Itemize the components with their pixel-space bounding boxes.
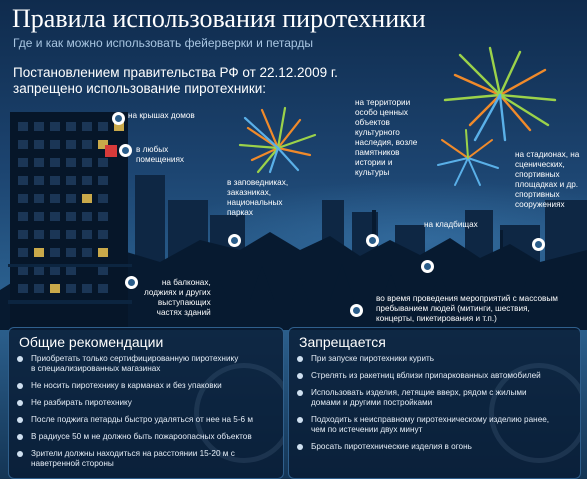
prohibited-panel bbox=[288, 327, 581, 479]
location-label-mass-events: во время проведения мероприятий с массовым пребыванием людей (митинги, шествия, концерты, пикетирования и т.п.) bbox=[376, 294, 558, 323]
recommendations-title: Общие рекомендации bbox=[19, 334, 164, 350]
firework-right-bottom bbox=[438, 130, 498, 185]
recommendations-list bbox=[17, 354, 277, 476]
firework-center bbox=[240, 108, 315, 172]
decree-line-1: Постановлением правительства РФ от 22.12.2009 г. bbox=[13, 65, 338, 80]
location-label-rooms: в любых помещениях bbox=[136, 145, 184, 164]
prohibited-list bbox=[297, 354, 574, 459]
bullet-icon bbox=[297, 417, 303, 423]
marker-roofs bbox=[112, 112, 125, 125]
bullet-icon bbox=[17, 383, 23, 389]
list-item: Зрители должны находиться на расстоянии 15-20 м с наветренной стороны bbox=[17, 449, 277, 469]
bullet-icon bbox=[17, 417, 23, 423]
recommendations-panel bbox=[8, 327, 284, 479]
apartment-building bbox=[8, 112, 132, 327]
marker-rooms bbox=[119, 144, 132, 157]
location-label-balconies: на балконах, лоджиях и других выступающих частях зданий bbox=[144, 278, 211, 317]
bullet-icon bbox=[297, 444, 303, 450]
location-label-stadiums: на стадионах, на сценических, спортивных площадках и др. спортивных сооружениях bbox=[515, 150, 580, 209]
list-item: После поджига петарды быстро удаляться от нее на 5-6 м bbox=[17, 415, 277, 425]
location-label-cemetery: на кладбищах bbox=[424, 220, 478, 229]
list-item: Подходить к неисправному пиротехническому изделию ранее, чем по истечении двух минут bbox=[297, 415, 574, 435]
bullet-icon bbox=[17, 400, 23, 406]
page-subtitle: Где и как можно использовать фейерверки и петарды bbox=[13, 36, 313, 50]
marker-heritage bbox=[366, 234, 379, 247]
bullet-icon bbox=[17, 451, 23, 457]
list-item: Не разбирать пиротехнику bbox=[17, 398, 277, 408]
list-item: Бросать пиротехнические изделия в огонь bbox=[297, 442, 574, 452]
list-item: Приобретать только сертифицированную пиротехнику в специализированных магазинах bbox=[17, 354, 277, 374]
bullet-icon bbox=[297, 390, 303, 396]
list-item: В радиусе 50 м не должно быть пожароопасных объектов bbox=[17, 432, 277, 442]
bullet-icon bbox=[17, 356, 23, 362]
marker-mass-events bbox=[350, 304, 363, 317]
bullet-icon bbox=[17, 434, 23, 440]
list-item: При запуске пиротехники курить bbox=[297, 354, 574, 364]
location-label-heritage: на территории особо ценных объектов культурного наследия, возле памятников истории и культуры bbox=[355, 98, 418, 177]
decree-text bbox=[13, 65, 338, 97]
marker-balconies bbox=[125, 276, 138, 289]
list-item: Использовать изделия, летящие вверх, рядом с жилыми домами и другими постройками bbox=[297, 388, 574, 408]
firework-right-top bbox=[445, 48, 555, 140]
marker-stadiums bbox=[532, 238, 545, 251]
marker-cemetery bbox=[421, 260, 434, 273]
bullet-icon bbox=[297, 356, 303, 362]
list-item: Стрелять из ракетниц вблизи припаркованных автомобилей bbox=[297, 371, 574, 381]
list-item: Не носить пиротехнику в карманах и без упаковки bbox=[17, 381, 277, 391]
location-label-roofs: на крышах домов bbox=[128, 111, 195, 120]
decree-line-2: запрещено использование пиротехники: bbox=[13, 81, 267, 96]
marker-reserves bbox=[228, 234, 241, 247]
location-label-reserves: в заповедниках, заказниках, национальных парках bbox=[227, 178, 289, 217]
bullet-icon bbox=[297, 373, 303, 379]
page-title: Правила использования пиротехники bbox=[12, 4, 426, 33]
prohibited-title: Запрещается bbox=[299, 334, 386, 350]
